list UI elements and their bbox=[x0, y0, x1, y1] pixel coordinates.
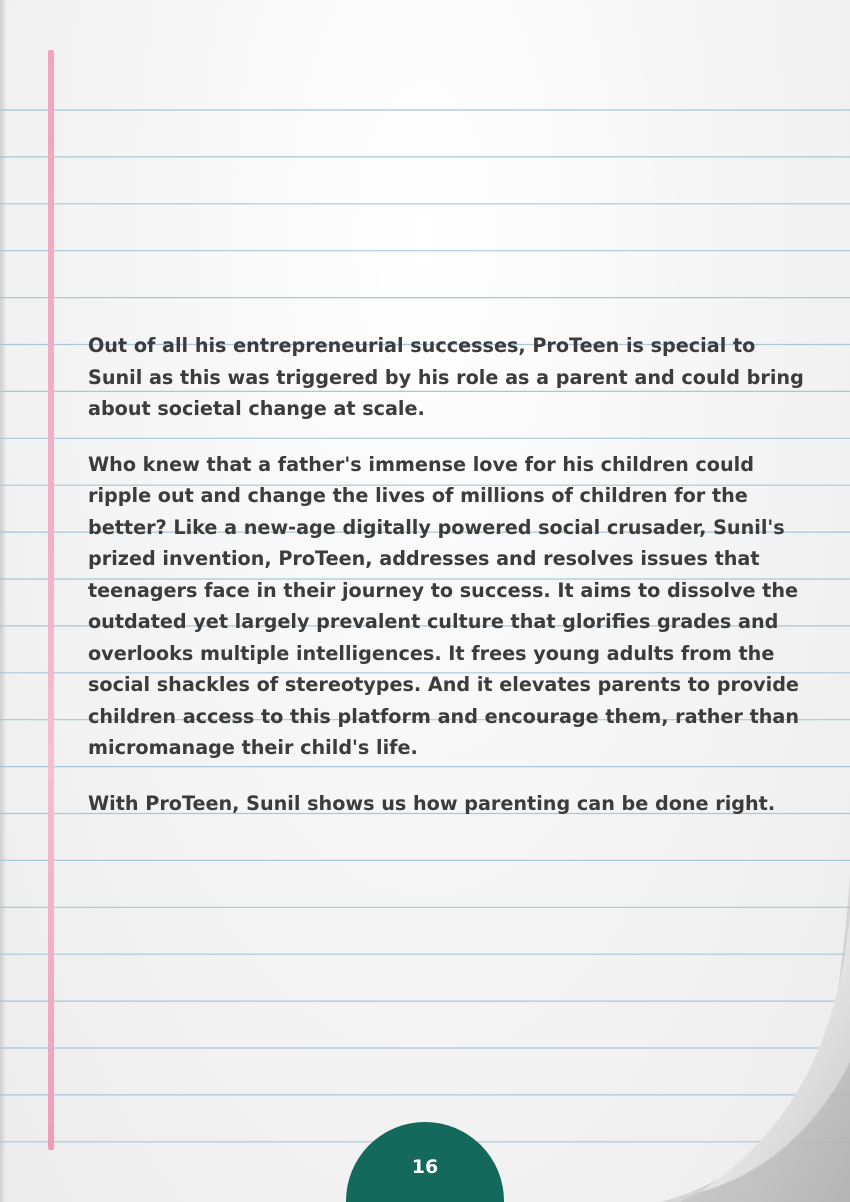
page-number: 16 bbox=[411, 1156, 439, 1178]
paragraph-closing: With ProTeen, Sunil shows us how parenting can be done right. bbox=[88, 791, 776, 815]
paragraph-main: Who knew that a father's immense love for his children could ripple out and change the lives of millions of children for the better? Like a new-age digitally powered social crusader, Sunil's prized invention, ProTeen, addresses and resolves issues that teenagers face in their journey to success. It aims to dissolve the outdated yet largely prevalent culture that glorifies grades and overlooks multiple intelligences. It frees young adults from the social shackles of stereotypes. And it elevates parents to provide children access to this platform and encourage them, rather than micromanage their child's life. bbox=[88, 452, 800, 759]
paragraph-intro: Out of all his entrepreneurial successes, ProTeen is special to Sunil as this was triggered by his role as a parent and could bring about societal change at scale. bbox=[88, 334, 804, 420]
margin-line bbox=[48, 50, 54, 1150]
page-body bbox=[88, 330, 808, 843]
page-curl bbox=[590, 872, 850, 1202]
